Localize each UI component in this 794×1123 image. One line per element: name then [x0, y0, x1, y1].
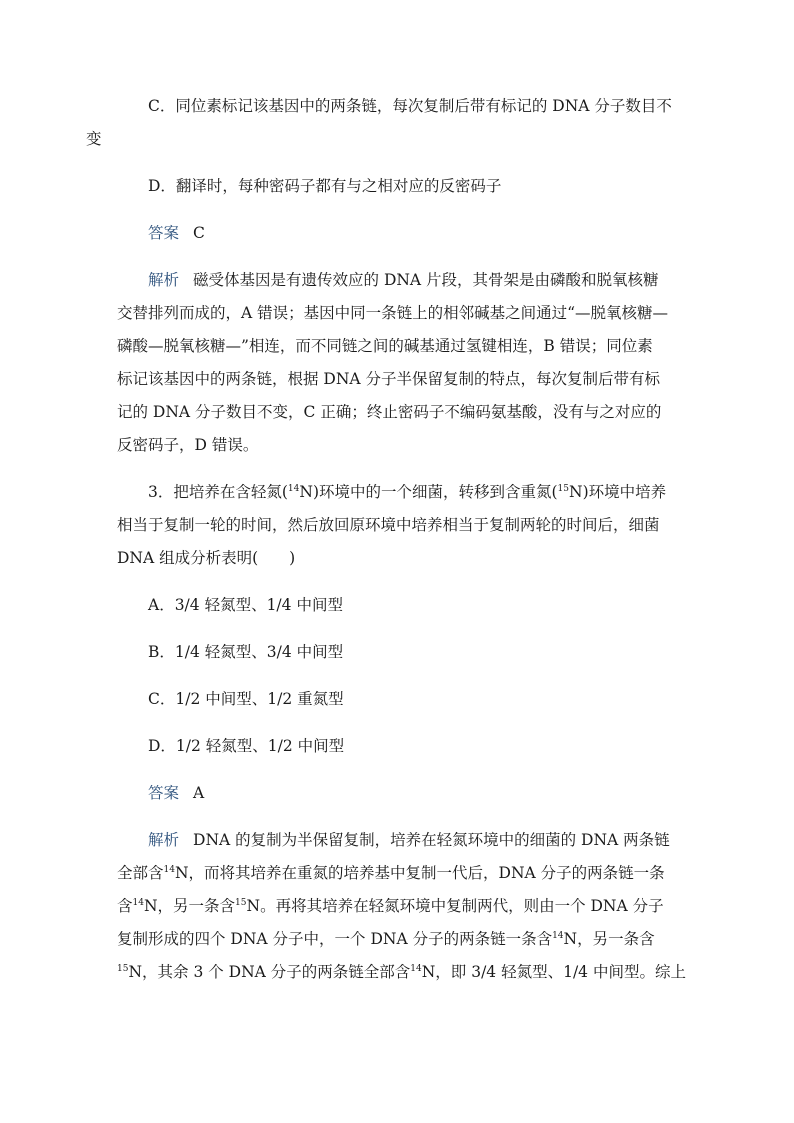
analysis-label: 解析	[148, 831, 180, 849]
q2-analysis-line-5: 记的 DNA 分子数目不变，C 正确；终止密码子不编码氨基酸，没有与之对应的	[117, 403, 662, 421]
q3-answer	[117, 777, 677, 810]
q2-analysis-line-4: 标记该基因中的两条链，根据 DNA 分子半保留复制的特点，每次复制后带有标	[117, 370, 661, 388]
q3-stem	[117, 476, 677, 575]
q3-analysis-line-3: 含$^{14}$N，另一条含$^{15}$N。再将其培养在轻氮环境中复制两代，则由一个 DNA 分子	[117, 897, 664, 915]
option-c-line1: C．同位素标记该基因中的两条链，每次复制后带有标记的 DNA 分子数目不	[148, 97, 672, 115]
q3-stem-line-1: 3．把培养在含轻氮($^{14}$N)环境中的一个细菌，转移到含重氮($^{15}$N)环境中培养	[148, 483, 667, 501]
document-page	[86, 90, 686, 1003]
option-c-line2: 变	[86, 130, 102, 148]
q3-analysis-line-4: 复制形成的四个 DNA 分子中，一个 DNA 分子的两条链一条含$^{14}$N，另一条含	[117, 930, 655, 948]
q2-analysis-line-6: 反密码子，D 错误。	[117, 436, 259, 454]
analysis-label: 解析	[148, 271, 180, 289]
q3-option-b: B．1/4 轻氮型、3/4 中间型	[148, 643, 344, 661]
option-d-text: D．翻译时，每种密码子都有与之相对应的反密码子	[148, 177, 502, 195]
option-d	[117, 170, 677, 203]
q2-analysis	[117, 264, 677, 462]
answer-value: C	[193, 224, 205, 242]
q3-option-d: D．1/2 轻氮型、1/2 中间型	[148, 737, 345, 755]
q3-analysis-line-5: $^{15}$N，其余 3 个 DNA 分子的两条链全部含$^{14}$N，即 3/4 轻氮型、1/4 中间型。综上	[117, 963, 686, 981]
q3-option-c: C．1/2 中间型、1/2 重氮型	[148, 690, 344, 708]
q3-option-a: A．3/4 轻氮型、1/4 中间型	[148, 596, 343, 614]
q3-stem-line-2: 相当于复制一轮的时间，然后放回原环境中培养相当于复制两轮的时间后，细菌	[117, 516, 660, 534]
q2-analysis-line-1: 解析 磁受体基因是有遗传效应的 DNA 片段，其骨架是由磷酸和脱氧核糖	[148, 271, 659, 289]
answer-label: 答案	[148, 224, 180, 242]
q3-analysis-line-2: 全部含$^{14}$N，而将其培养在重氮的培养基中复制一代后，DNA 分子的两条链一条	[117, 864, 665, 882]
q2-analysis-line-3: 磷酸—脱氧核糖—”相连，而不同链之间的碱基通过氢键相连，B 错误；同位素	[117, 337, 653, 355]
q3-analysis-line-1: 解析 DNA 的复制为半保留复制，培养在轻氮环境中的细菌的 DNA 两条链	[148, 831, 670, 849]
option-c	[86, 90, 677, 156]
answer-value: A	[193, 784, 205, 802]
q3-stem-line-3: DNA 组成分析表明( )	[117, 549, 296, 567]
answer-label: 答案	[148, 784, 180, 802]
q2-analysis-line-2: 交替排列而成的，A 错误；基因中同一条链上的相邻碱基之间通过“—脱氧核糖—	[117, 304, 669, 322]
q3-analysis	[117, 824, 686, 989]
q2-answer	[117, 217, 677, 250]
